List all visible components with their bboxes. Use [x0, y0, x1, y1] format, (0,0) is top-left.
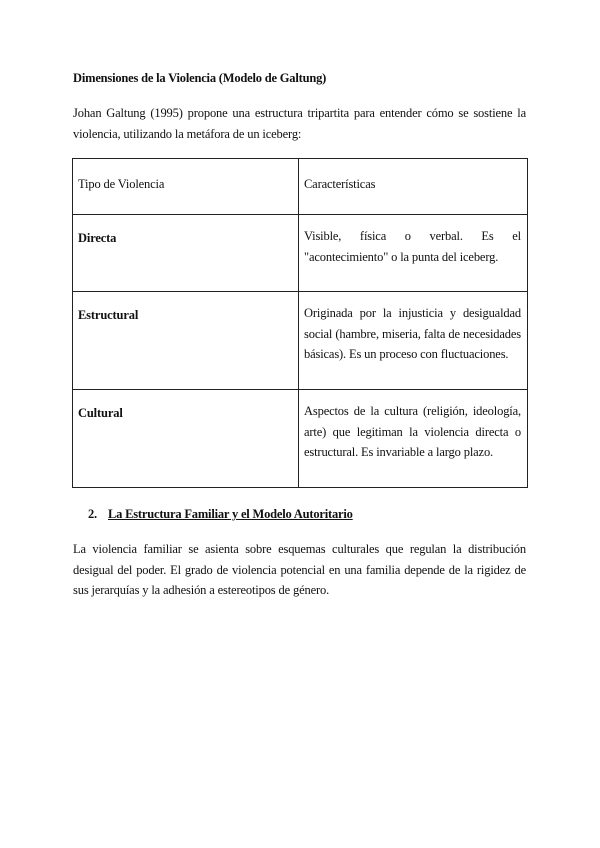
header-cell-type: Tipo de Violencia: [73, 159, 299, 215]
row-type-cultural: Cultural: [73, 390, 299, 488]
table-row: [73, 215, 528, 292]
table-row: [73, 292, 528, 390]
row-description-cultural: Aspectos de la cultura (religión, ideología, arte) que legitiman la violencia directa o estructural. Es invariable a largo plazo.: [299, 390, 528, 488]
header-cell-characteristics: Características: [299, 159, 528, 215]
section-number: 2.: [88, 507, 97, 521]
table-header-row: [73, 159, 528, 215]
row-description-estructural: Originada por la injusticia y desigualdad social (hambre, miseria, falta de necesidades básicas). Es un proceso con fluctuaciones.: [299, 292, 528, 390]
table-row: [73, 390, 528, 488]
row-type-directa: Directa: [73, 215, 299, 292]
intro-paragraph: Johan Galtung (1995) propone una estructura tripartita para entender cómo se sostiene la violencia, utilizando la metáfora de un iceberg:: [73, 106, 526, 141]
section-heading: Dimensiones de la Violencia (Modelo de Galtung): [73, 71, 327, 85]
section-title-text: La Estructura Familiar y el Modelo Autoritario: [108, 507, 353, 521]
row-description-directa: Visible, física o verbal. Es el "acontecimiento" o la punta del iceberg.: [299, 215, 528, 292]
section-2-title: [88, 507, 353, 522]
row-type-estructural: Estructural: [73, 292, 299, 390]
section-2-paragraph: La violencia familiar se asienta sobre esquemas culturales que regulan la distribución desigual del poder. El grado de violencia potencial en una familia depende de la rigidez de sus jerarquías y la adhesión a estereotipos de género.: [73, 542, 526, 597]
violence-dimensions-table: [72, 158, 528, 488]
